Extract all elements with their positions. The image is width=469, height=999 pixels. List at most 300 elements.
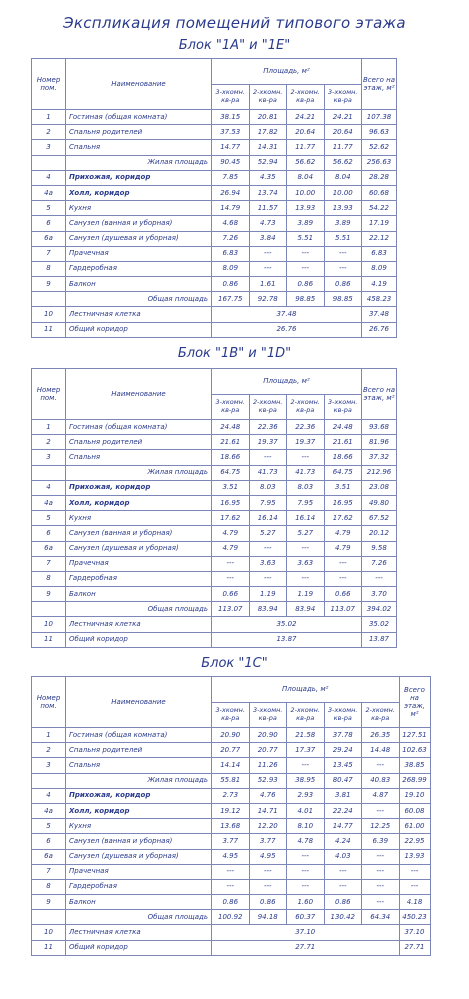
room-name-cell: Спальня родителей — [66, 743, 212, 758]
room-name-cell: Лестничная клетка — [66, 925, 212, 940]
floor-total-cell: 22.12 — [362, 231, 397, 246]
area-cell: 64.34 — [362, 910, 400, 925]
area-cell: 18.66 — [324, 450, 362, 465]
table-row — [32, 788, 431, 803]
room-number-cell: 8 — [32, 571, 66, 586]
room-name-cell: Общий коридор — [66, 322, 212, 337]
area-cell: 11.77 — [324, 140, 362, 155]
floor-total-cell: 107.38 — [362, 110, 397, 125]
apartment-column-header: 3-хкомн. кв-ра — [212, 85, 250, 110]
area-cell: 14.48 — [362, 743, 400, 758]
area-cell: 13.45 — [324, 758, 362, 773]
area-cell: 113.07 — [324, 602, 362, 617]
area-cell: 56.62 — [324, 155, 362, 170]
room-name-cell: Прихожая, коридор — [66, 788, 212, 803]
header-row — [32, 59, 397, 85]
area-cell: 5.27 — [249, 526, 287, 541]
room-number-cell: 8 — [32, 879, 66, 894]
area-cell: 64.75 — [212, 465, 250, 480]
area-cell: 98.85 — [324, 292, 362, 307]
table-row — [32, 541, 397, 556]
area-cell: 4.24 — [324, 834, 362, 849]
floor-total-cell: 458.23 — [362, 292, 397, 307]
area-cell: 2.73 — [212, 788, 250, 803]
area-cell: 24.21 — [324, 110, 362, 125]
room-number-cell: 5 — [32, 201, 66, 216]
table-row — [32, 511, 397, 526]
table-row — [32, 571, 397, 586]
room-number-cell: 10 — [32, 617, 66, 632]
room-number-cell: 4а — [32, 803, 66, 818]
room-name-cell: Общий коридор — [66, 940, 212, 955]
area-cell: 3.51 — [212, 480, 250, 495]
area-cell: 22.24 — [324, 803, 362, 818]
floor-total-cell: 102.63 — [399, 743, 430, 758]
room-number-cell: 10 — [32, 925, 66, 940]
floor-total-cell: 93.68 — [362, 420, 397, 435]
area-cell: 35.02 — [212, 617, 362, 632]
area-cell: --- — [362, 879, 400, 894]
area-cell: --- — [362, 849, 400, 864]
room-number-cell: 1 — [32, 420, 66, 435]
room-number-cell: 6а — [32, 849, 66, 864]
apartment-column-header: 3-хкомн. кв-ра — [324, 395, 362, 420]
table-row — [32, 246, 397, 261]
area-cell: 90.45 — [212, 155, 250, 170]
area-cell: 3.84 — [249, 231, 287, 246]
room-number-cell: 10 — [32, 307, 66, 322]
subtotal-row — [32, 465, 397, 480]
area-cell: 17.62 — [212, 511, 250, 526]
area-cell: --- — [212, 879, 250, 894]
table-row — [32, 307, 397, 322]
table-row — [32, 495, 397, 510]
room-name-cell: Прачечная — [66, 246, 212, 261]
area-cell: 55.81 — [212, 773, 250, 788]
room-name-cell: Кухня — [66, 819, 212, 834]
subtotal-label: Жилая площадь — [66, 465, 212, 480]
subtotal-label: Общая площадь — [66, 602, 212, 617]
room-number-cell: 2 — [32, 435, 66, 450]
area-cell: 4.95 — [212, 849, 250, 864]
table-row — [32, 617, 397, 632]
area-cell: 6.83 — [212, 246, 250, 261]
room-name-cell: Санузел (ванная и уборная) — [66, 526, 212, 541]
area-cell: --- — [287, 864, 325, 879]
room-number-cell: 3 — [32, 140, 66, 155]
area-cell: 21.61 — [212, 435, 250, 450]
area-cell: 13.93 — [324, 201, 362, 216]
room-name-cell: Холл, коридор — [66, 185, 212, 200]
area-cell: 8.04 — [324, 170, 362, 185]
room-number-cell: 11 — [32, 632, 66, 647]
room-number-cell: 6 — [32, 526, 66, 541]
room-name-cell: Санузел (ванная и уборная) — [66, 216, 212, 231]
area-cell: --- — [324, 864, 362, 879]
room-name-cell: Гостиная (общая комната) — [66, 110, 212, 125]
area-cell: 83.94 — [249, 602, 287, 617]
room-number-cell: 9 — [32, 587, 66, 602]
area-cell: 0.86 — [324, 895, 362, 910]
area-cell: 26.35 — [362, 728, 400, 743]
area-cell: 16.14 — [249, 511, 287, 526]
room-number-cell: 4 — [32, 170, 66, 185]
area-cell: --- — [324, 261, 362, 276]
apartment-column-header: 2-хкомн. кв-ра — [287, 395, 325, 420]
document-title: Экспликация помещений типового этажа — [63, 14, 406, 32]
room-name-cell: Кухня — [66, 201, 212, 216]
table-row — [32, 895, 431, 910]
apartment-column-header: 3-хкомн. кв-ра — [249, 703, 287, 728]
area-cell: --- — [287, 450, 325, 465]
subtotal-row — [32, 910, 431, 925]
area-cell: 14.31 — [249, 140, 287, 155]
apartment-column-header: 3-хкомн. кв-ра — [324, 85, 362, 110]
area-cell: 3.63 — [249, 556, 287, 571]
area-cell: 16.95 — [212, 495, 250, 510]
area-cell: 60.37 — [287, 910, 325, 925]
floor-total-cell: 37.48 — [362, 307, 397, 322]
room-name-cell: Санузел (душевая и уборная) — [66, 541, 212, 556]
floor-total-cell: 49.80 — [362, 495, 397, 510]
room-name-cell: Прачечная — [66, 556, 212, 571]
area-cell: 41.73 — [287, 465, 325, 480]
area-cell: --- — [287, 246, 325, 261]
area-cell: 14.77 — [212, 140, 250, 155]
area-cell: 3.63 — [287, 556, 325, 571]
area-cell: --- — [324, 556, 362, 571]
floor-total-cell: 54.22 — [362, 201, 397, 216]
area-cell: 38.15 — [212, 110, 250, 125]
area-cell: 8.04 — [287, 170, 325, 185]
area-cell: 37.78 — [324, 728, 362, 743]
room-number-cell: 4а — [32, 185, 66, 200]
area-cell: --- — [362, 803, 400, 818]
floor-total-cell: 8.09 — [362, 261, 397, 276]
area-cell: 4.79 — [212, 541, 250, 556]
room-number-cell: 6 — [32, 834, 66, 849]
area-cell: 4.79 — [324, 526, 362, 541]
subtotal-label: Жилая площадь — [66, 773, 212, 788]
area-cell: 37.10 — [212, 925, 400, 940]
area-cell: 3.77 — [212, 834, 250, 849]
room-number-cell: 2 — [32, 743, 66, 758]
area-cell: 3.89 — [287, 216, 325, 231]
table-row — [32, 185, 397, 200]
room-name-cell: Балкон — [66, 277, 212, 292]
area-cell: 0.86 — [324, 277, 362, 292]
area-cell: --- — [287, 879, 325, 894]
apartment-column-header: 2-хкомн. кв-ра — [287, 703, 325, 728]
subtotal-row — [32, 155, 397, 170]
area-cell: 3.89 — [324, 216, 362, 231]
header-room-number: Номер пом. — [32, 677, 66, 728]
table-row — [32, 556, 397, 571]
area-cell: 20.90 — [212, 728, 250, 743]
area-cell: 24.48 — [212, 420, 250, 435]
area-cell: 52.94 — [249, 155, 287, 170]
room-name-cell: Лестничная клетка — [66, 307, 212, 322]
area-cell: 2.93 — [287, 788, 325, 803]
floor-total-cell: 4.18 — [399, 895, 430, 910]
apartment-column-header: 2-хкомн. кв-ра — [249, 85, 287, 110]
area-cell: 16.14 — [287, 511, 325, 526]
header-floor-total: Всего на этаж, м² — [362, 369, 397, 420]
room-name-cell: Общий коридор — [66, 632, 212, 647]
room-number-cell — [32, 465, 66, 480]
area-cell: 21.58 — [287, 728, 325, 743]
area-cell: 17.37 — [287, 743, 325, 758]
floor-total-cell: 212.96 — [362, 465, 397, 480]
room-number-cell — [32, 292, 66, 307]
area-cell: 14.14 — [212, 758, 250, 773]
room-number-cell — [32, 773, 66, 788]
area-cell: 7.95 — [249, 495, 287, 510]
area-cell: 0.86 — [212, 277, 250, 292]
area-cell: 11.77 — [287, 140, 325, 155]
subtotal-row — [32, 292, 397, 307]
header-room-number: Номер пом. — [32, 59, 66, 110]
table-row — [32, 526, 397, 541]
floor-total-cell: 268.99 — [399, 773, 430, 788]
area-cell: 20.77 — [212, 743, 250, 758]
table-row — [32, 435, 397, 450]
area-cell: 1.60 — [287, 895, 325, 910]
room-name-cell: Холл, коридор — [66, 803, 212, 818]
area-cell: 52.93 — [249, 773, 287, 788]
area-cell: --- — [212, 571, 250, 586]
apartment-column-header: 2-хкомн. кв-ра — [249, 395, 287, 420]
floor-total-cell: 3.70 — [362, 587, 397, 602]
table-row — [32, 231, 397, 246]
room-name-cell: Гостиная (общая комната) — [66, 420, 212, 435]
header-area: Площадь, м² — [212, 677, 400, 703]
area-cell: 26.94 — [212, 185, 250, 200]
room-name-cell: Спальня родителей — [66, 125, 212, 140]
table-row — [32, 170, 397, 185]
area-cell: --- — [249, 261, 287, 276]
subtotal-label: Жилая площадь — [66, 155, 212, 170]
area-cell: 38.95 — [287, 773, 325, 788]
area-cell: 1.19 — [287, 587, 325, 602]
block-title-1b-1d: Блок "1В" и "1D" — [177, 346, 292, 361]
area-cell: 17.62 — [324, 511, 362, 526]
area-cell: 7.85 — [212, 170, 250, 185]
area-cell: 5.51 — [324, 231, 362, 246]
area-cell: 3.51 — [324, 480, 362, 495]
floor-total-cell: 28.28 — [362, 170, 397, 185]
area-cell: 29.24 — [324, 743, 362, 758]
block-title-1a-1e: Блок "1А" и "1Е" — [178, 38, 291, 53]
room-number-cell: 11 — [32, 322, 66, 337]
area-cell: 14.71 — [249, 803, 287, 818]
floor-total-cell: 4.19 — [362, 277, 397, 292]
explication-table-1b-1d — [31, 368, 397, 648]
area-cell: 3.81 — [324, 788, 362, 803]
floor-total-cell: 127.51 — [399, 728, 430, 743]
table-row — [32, 216, 397, 231]
room-name-cell: Балкон — [66, 895, 212, 910]
floor-total-cell: 13.87 — [362, 632, 397, 647]
header-area: Площадь, м² — [212, 59, 362, 85]
area-cell: 4.78 — [287, 834, 325, 849]
room-name-cell: Санузел (ванная и уборная) — [66, 834, 212, 849]
area-cell: 5.51 — [287, 231, 325, 246]
room-number-cell: 7 — [32, 556, 66, 571]
area-cell: 24.21 — [287, 110, 325, 125]
area-cell: 41.73 — [249, 465, 287, 480]
area-cell: 22.36 — [249, 420, 287, 435]
area-cell: 14.77 — [324, 819, 362, 834]
area-cell: --- — [249, 571, 287, 586]
table-row — [32, 450, 397, 465]
explication-table-1c — [31, 676, 431, 956]
table-row — [32, 125, 397, 140]
area-cell: 20.90 — [249, 728, 287, 743]
table-row — [32, 728, 431, 743]
floor-total-cell: 17.19 — [362, 216, 397, 231]
table-row — [32, 849, 431, 864]
header-floor-total: Всего на этаж, м² — [362, 59, 397, 110]
area-cell: 92.78 — [249, 292, 287, 307]
area-cell: 4.95 — [249, 849, 287, 864]
floor-total-cell: 6.83 — [362, 246, 397, 261]
area-cell: 4.87 — [362, 788, 400, 803]
room-name-cell: Гардеробная — [66, 571, 212, 586]
room-number-cell: 5 — [32, 819, 66, 834]
room-name-cell: Балкон — [66, 587, 212, 602]
area-cell: 0.66 — [324, 587, 362, 602]
room-name-cell: Гардеробная — [66, 879, 212, 894]
area-cell: 80.47 — [324, 773, 362, 788]
area-cell: --- — [287, 849, 325, 864]
area-cell: --- — [249, 450, 287, 465]
room-name-cell: Гостиная (общая комната) — [66, 728, 212, 743]
table-row — [32, 201, 397, 216]
area-cell: 4.68 — [212, 216, 250, 231]
floor-total-cell: 26.76 — [362, 322, 397, 337]
area-cell: 8.10 — [287, 819, 325, 834]
room-name-cell: Спальня — [66, 758, 212, 773]
floor-total-cell: 22.95 — [399, 834, 430, 849]
subtotal-label: Общая площадь — [66, 292, 212, 307]
area-cell: 26.76 — [212, 322, 362, 337]
table-row — [32, 925, 431, 940]
area-cell: 20.81 — [249, 110, 287, 125]
table-row — [32, 322, 397, 337]
floor-total-cell: 60.08 — [399, 803, 430, 818]
area-cell: --- — [249, 864, 287, 879]
floor-total-cell: 37.32 — [362, 450, 397, 465]
apartment-column-header: 2-хкомн. кв-ра — [287, 85, 325, 110]
floor-total-cell: 96.63 — [362, 125, 397, 140]
area-cell: 4.79 — [324, 541, 362, 556]
floor-total-cell: --- — [399, 879, 430, 894]
area-cell: --- — [249, 246, 287, 261]
area-cell: --- — [287, 571, 325, 586]
area-cell: 98.85 — [287, 292, 325, 307]
table-row — [32, 940, 431, 955]
table-row — [32, 803, 431, 818]
area-cell: --- — [212, 864, 250, 879]
room-name-cell: Спальня — [66, 140, 212, 155]
area-cell: 0.86 — [287, 277, 325, 292]
area-cell: 12.25 — [362, 819, 400, 834]
room-name-cell: Прихожая, коридор — [66, 170, 212, 185]
room-number-cell: 8 — [32, 261, 66, 276]
room-number-cell — [32, 602, 66, 617]
area-cell: 167.75 — [212, 292, 250, 307]
area-cell: 4.73 — [249, 216, 287, 231]
area-cell: 8.09 — [212, 261, 250, 276]
area-cell: --- — [287, 261, 325, 276]
area-cell: 27.71 — [212, 940, 400, 955]
area-cell: --- — [249, 541, 287, 556]
header-floor-total: Всего на этаж, м² — [399, 677, 430, 728]
apartment-column-header: 3-хкомн. кв-ра — [212, 703, 250, 728]
header-area: Площадь, м² — [212, 369, 362, 395]
area-cell: 19.37 — [287, 435, 325, 450]
table-row — [32, 110, 397, 125]
room-name-cell: Спальня — [66, 450, 212, 465]
floor-total-cell: 13.93 — [399, 849, 430, 864]
area-cell: --- — [324, 879, 362, 894]
area-cell: 14.79 — [212, 201, 250, 216]
area-cell: 37.48 — [212, 307, 362, 322]
room-number-cell: 2 — [32, 125, 66, 140]
room-number-cell: 6а — [32, 541, 66, 556]
room-name-cell: Кухня — [66, 511, 212, 526]
floor-total-cell: 23.08 — [362, 480, 397, 495]
floor-total-cell: 394.02 — [362, 602, 397, 617]
room-number-cell: 6а — [32, 231, 66, 246]
area-cell: 0.86 — [212, 895, 250, 910]
floor-total-cell: --- — [362, 571, 397, 586]
table-row — [32, 261, 397, 276]
room-name-cell: Санузел (душевая и уборная) — [66, 231, 212, 246]
area-cell: 4.79 — [212, 526, 250, 541]
area-cell: --- — [212, 556, 250, 571]
area-cell: 40.83 — [362, 773, 400, 788]
room-number-cell — [32, 155, 66, 170]
room-number-cell: 4 — [32, 788, 66, 803]
subtotal-label: Общая площадь — [66, 910, 212, 925]
area-cell: 113.07 — [212, 602, 250, 617]
floor-total-cell: 52.62 — [362, 140, 397, 155]
area-cell: 10.00 — [287, 185, 325, 200]
subtotal-row — [32, 773, 431, 788]
area-cell: --- — [249, 879, 287, 894]
area-cell: 19.37 — [249, 435, 287, 450]
room-number-cell: 4 — [32, 480, 66, 495]
area-cell: 18.66 — [212, 450, 250, 465]
area-cell: 20.77 — [249, 743, 287, 758]
block-title-1c: Блок "1С" — [201, 656, 268, 671]
area-cell: 13.74 — [249, 185, 287, 200]
room-name-cell: Гардеробная — [66, 261, 212, 276]
room-number-cell: 7 — [32, 864, 66, 879]
floor-total-cell: 27.71 — [399, 940, 430, 955]
header-room-number: Номер пом. — [32, 369, 66, 420]
area-cell: 13.68 — [212, 819, 250, 834]
table-row — [32, 834, 431, 849]
area-cell: 24.48 — [324, 420, 362, 435]
area-cell: 3.77 — [249, 834, 287, 849]
room-number-cell: 5 — [32, 511, 66, 526]
floor-total-cell: --- — [399, 864, 430, 879]
floor-total-cell: 38.85 — [399, 758, 430, 773]
room-name-cell: Прихожая, коридор — [66, 480, 212, 495]
